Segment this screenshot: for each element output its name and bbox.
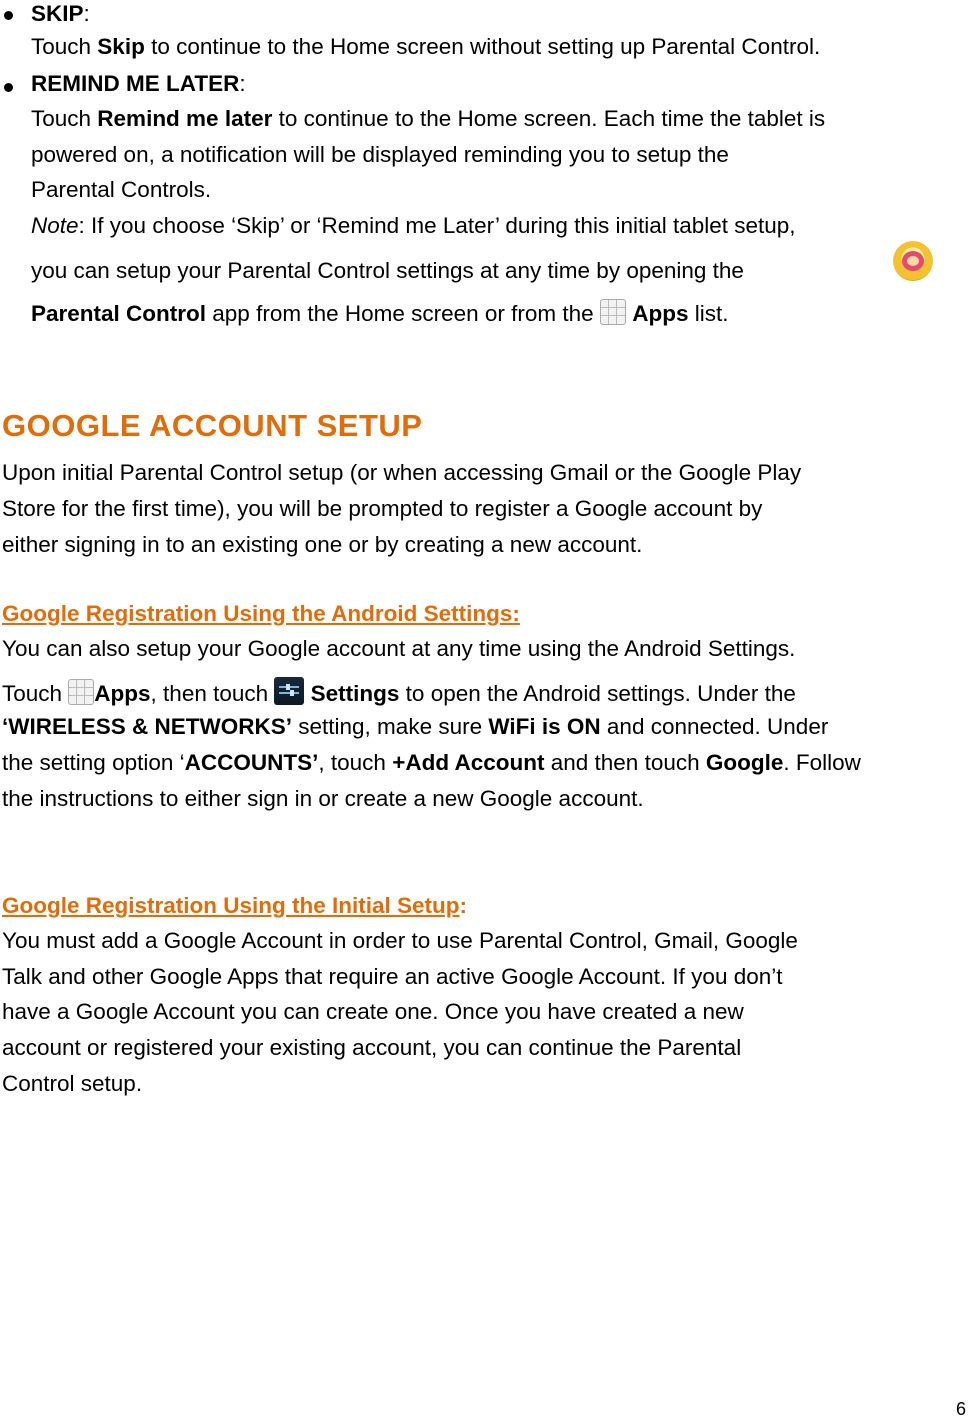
- android-settings-heading: Google Registration Using the Android Settings:: [2, 601, 520, 626]
- skip-title-line: SKIP:: [31, 1, 90, 26]
- google-setup-para-3: either signing in to an existing one or by creating a new account.: [2, 532, 643, 557]
- skip-text: Touch Skip to continue to the Home screen without setting up Parental Control.: [31, 34, 821, 59]
- android-settings-line-4: the setting option ‘ACCOUNTS’, touch +Add Account and then touch Google. Follow: [2, 750, 861, 775]
- initial-setup-para-1: You must add a Google Account in order to use Parental Control, Gmail, Google: [2, 928, 798, 953]
- note-label: Note: [31, 213, 79, 238]
- remind-title-line: REMIND ME LATER:: [31, 71, 246, 96]
- initial-setup-para-4: account or registered your existing account, you can continue the Parental: [2, 1035, 742, 1060]
- note-line-2: you can setup your Parental Control settings at any time by opening the: [31, 258, 744, 283]
- parental-control-app-icon: [893, 241, 933, 281]
- initial-setup-para-2: Talk and other Google Apps that require an active Google Account. If you don’t: [2, 964, 783, 989]
- google-setup-para-1: Upon initial Parental Control setup (or when accessing Gmail or the Google Play: [2, 460, 802, 485]
- apps-grid-icon: [68, 679, 94, 705]
- google-account-setup-heading: GOOGLE ACCOUNT SETUP: [2, 408, 423, 443]
- page-number: 6: [956, 1399, 967, 1419]
- skip-title: SKIP: [31, 1, 84, 26]
- google-setup-para-2: Store for the first time), you will be prompted to register a Google account by: [2, 496, 763, 521]
- remind-text-3: Parental Controls.: [31, 177, 212, 202]
- android-settings-line-3: ‘WIRELESS & NETWORKS’ setting, make sure WiFi is ON and connected. Under: [2, 714, 829, 739]
- initial-setup-para-3: have a Google Account you can create one. Once you have created a new: [2, 999, 744, 1024]
- apps-grid-icon: [600, 299, 626, 325]
- initial-setup-heading: Google Registration Using the Initial Setup:: [2, 893, 468, 918]
- android-settings-line-5: the instructions to either sign in or create a new Google account.: [2, 786, 644, 811]
- note-line-3: Parental Control app from the Home screen or from the Apps list.: [31, 301, 729, 326]
- remind-text-2: powered on, a notification will be displayed reminding you to setup the: [31, 142, 729, 167]
- settings-icon: [274, 677, 304, 705]
- initial-setup-para-5: Control setup.: [2, 1071, 143, 1096]
- remind-text-1: Touch Remind me later to continue to the Home screen. Each time the tablet is: [31, 106, 826, 131]
- bullet-skip: [4, 11, 13, 20]
- bullet-remind: [4, 83, 13, 92]
- android-settings-line-1: You can also setup your Google account at any time using the Android Settings.: [2, 636, 796, 661]
- android-settings-line-2: Touch Apps, then touch Settings to open the Android settings. Under the: [2, 677, 796, 709]
- remind-title: REMIND ME LATER: [31, 71, 240, 96]
- note-line-1: Note: If you choose ‘Skip’ or ‘Remind me Later’ during this initial tablet setup,: [31, 213, 796, 238]
